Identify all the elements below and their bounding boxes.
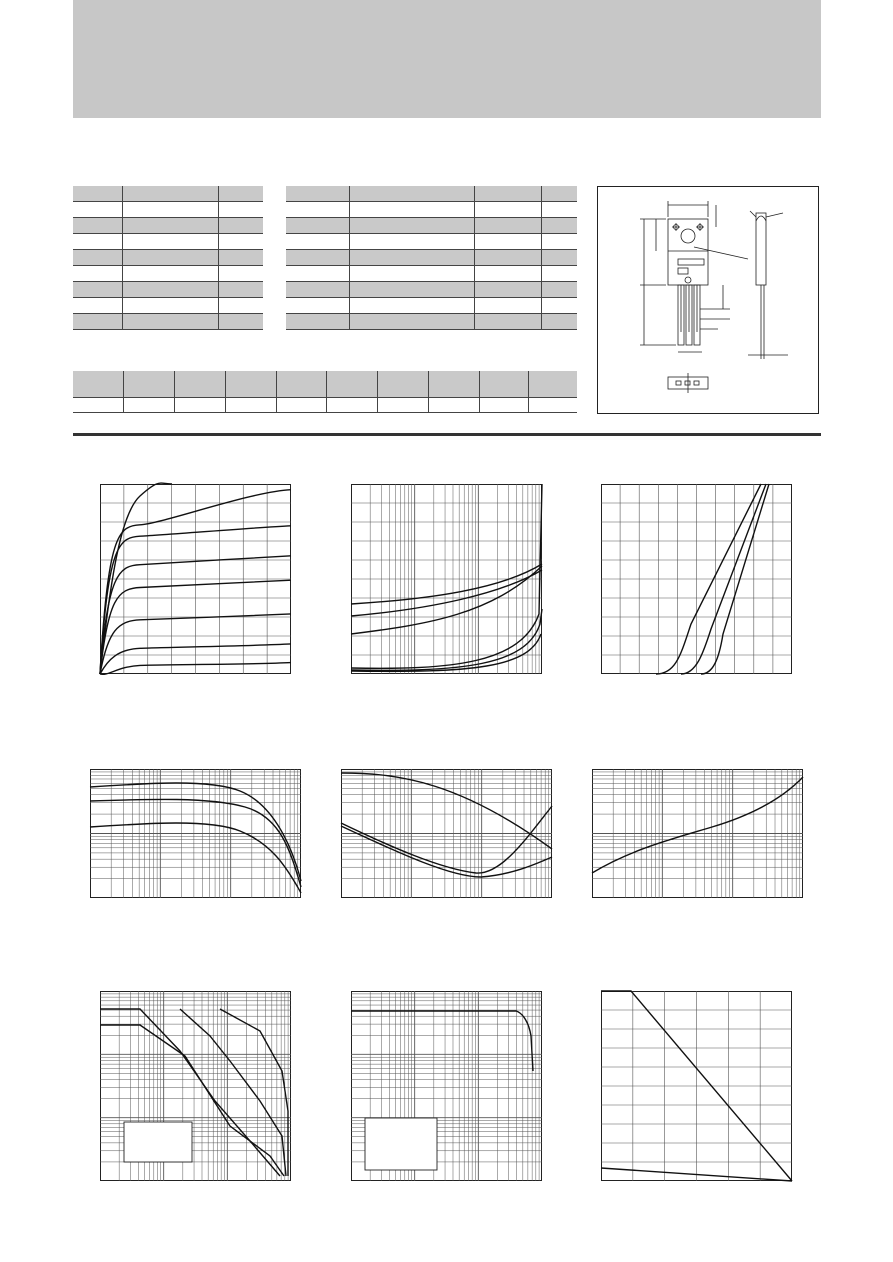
ratings-table [73, 186, 263, 330]
classification-table [73, 371, 577, 413]
section-divider [73, 433, 821, 436]
chart-reverse-bias-soa [351, 991, 542, 1181]
chart-transfer-characteristics [601, 484, 792, 674]
table-row [73, 282, 263, 298]
table-row [286, 298, 577, 314]
table-row [73, 298, 263, 314]
table-row [286, 314, 577, 330]
table-row [73, 186, 263, 202]
table-row [73, 314, 263, 330]
chart-switching-time [341, 769, 552, 898]
table-row [73, 398, 577, 413]
table-row [286, 266, 577, 282]
table-row [73, 371, 577, 398]
legend-box [124, 1122, 192, 1162]
table-row [286, 186, 577, 202]
table-row [286, 202, 577, 218]
characteristics-table [286, 186, 577, 330]
table-row [73, 250, 263, 266]
table-row [286, 250, 577, 266]
table-row [73, 218, 263, 234]
table-row [73, 234, 263, 250]
header-band [73, 0, 821, 118]
chart-power-derating [601, 991, 792, 1181]
table-row [286, 218, 577, 234]
table-row [73, 202, 263, 218]
chart-capacitance [592, 769, 803, 898]
table-row [286, 282, 577, 298]
chart-output-characteristics [100, 484, 291, 674]
chart-safe-operating-area [100, 991, 291, 1181]
package-outline-icon [598, 187, 820, 415]
chart-saturation-voltage [351, 484, 542, 674]
table-row [73, 266, 263, 282]
package-outline-box [597, 186, 819, 414]
table-row [286, 234, 577, 250]
chart-dc-current-gain [90, 769, 301, 898]
legend-box [365, 1118, 437, 1170]
